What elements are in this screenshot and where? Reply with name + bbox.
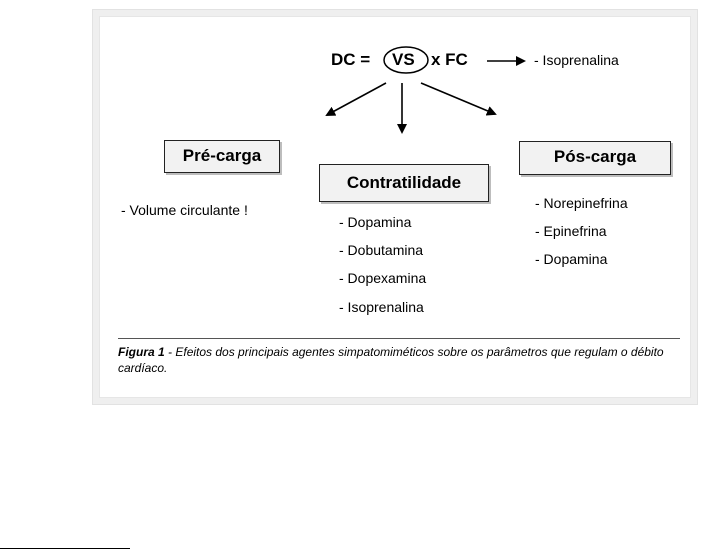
formula-vs: VS [392, 50, 415, 69]
box-contratilidade: Contratilidade [319, 164, 489, 202]
box-pos-carga: Pós-carga [519, 141, 671, 175]
footnote-rule [0, 548, 130, 549]
pre-carga-item: - Volume circulante ! [121, 202, 248, 218]
figure-caption [118, 344, 678, 376]
formula-xfc: x FC [431, 50, 468, 69]
formula-dc: DC = [331, 50, 371, 69]
contratilidade-item: - Dobutamina [339, 242, 424, 258]
contratilidade-item: - Isoprenalina [339, 299, 424, 315]
box-pre-carga: Pré-carga [164, 140, 280, 173]
right-effect-isoprenalina: - Isoprenalina [534, 52, 619, 68]
pos-carga-item: - Epinefrina [535, 223, 607, 239]
caption-label: Figura 1 [118, 345, 165, 359]
pos-carga-item: - Norepinefrina [535, 195, 628, 211]
caption-text: - Efeitos dos principais agentes simpatomiméticos sobre os parâmetros que regulam o débito cardíaco. [118, 345, 664, 375]
contratilidade-item: - Dopexamina [339, 270, 427, 286]
pos-carga-item: - Dopamina [535, 251, 608, 267]
caption-divider [118, 338, 680, 339]
contratilidade-item: - Dopamina [339, 214, 412, 230]
